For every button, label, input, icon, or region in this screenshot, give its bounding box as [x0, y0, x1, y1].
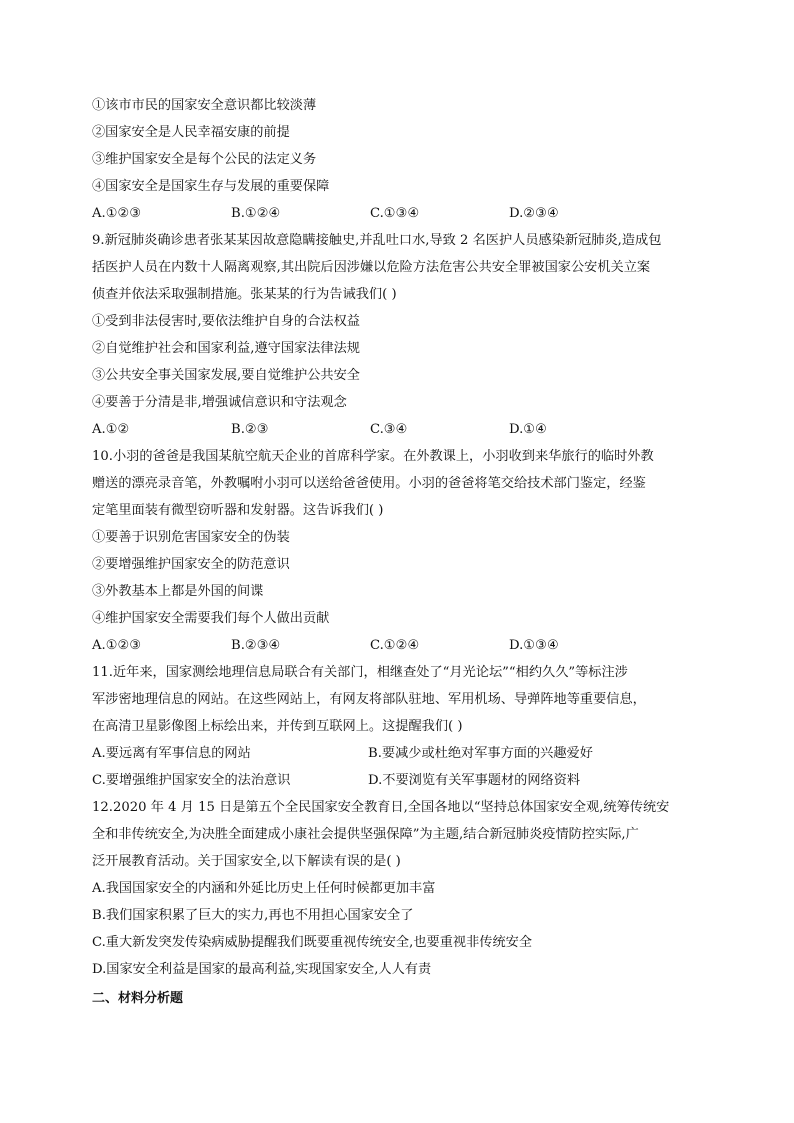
- q11-options-row-1: [92, 740, 704, 767]
- q10-option-b: B.②③④: [231, 638, 281, 653]
- q12-option-a: A.我国国家安全的内涵和外延比历史上任何时候都更加丰富: [92, 881, 436, 896]
- exam-page: [92, 92, 704, 1012]
- q8-option-c: C.①③④: [370, 206, 420, 221]
- q11-options-row-2: [92, 767, 704, 794]
- q11-option-d: D.不要浏览有关军事题材的网络资料: [368, 773, 581, 788]
- q10-options: [92, 632, 704, 659]
- q10-stem-line-1: 10.小羽的爸爸是我国某航空航天企业的首席科学家。在外教课上，小羽收到来华旅行的临时外教: [92, 449, 654, 464]
- q10-item-2: ②要增强维护国家安全的防范意识: [92, 557, 290, 572]
- q10-option-d: D.①③④: [509, 638, 559, 653]
- q9-stem-line-3: 侦查并依法采取强制措施。张某某的行为告诫我们( ): [92, 287, 397, 302]
- q10-option-c: C.①②④: [370, 638, 420, 653]
- q11-stem-line-2: 军涉密地理信息的网站。在这些网站上，有网友将部队驻地、军用机场、导弹阵地等重要信息，: [92, 692, 646, 707]
- section-heading: 二、材料分析题: [92, 991, 184, 1006]
- q9-option-a: A.①②: [92, 422, 130, 437]
- q10-option-a: A.①②③: [92, 638, 142, 653]
- q8-item-3: ③维护国家安全是每个公民的法定义务: [92, 152, 317, 167]
- q8-option-a: A.①②③: [92, 206, 142, 221]
- q12-stem-line-2: 全和非传统安全,为决胜全面建成小康社会提供坚强保障”为主题,结合新冠肺炎疫情防控实际,广: [92, 827, 639, 842]
- q8-item-1: ①该市市民的国家安全意识都比较淡薄: [92, 98, 317, 113]
- q12-option-d: D.国家安全利益是国家的最高利益,实现国家安全,人人有责: [92, 962, 432, 977]
- q8-options: [92, 200, 704, 227]
- q9-stem-line-1: 9.新冠肺炎确诊患者张某某因故意隐瞒接触史,并乱吐口水,导致 2 名医护人员感染新冠肺炎,造成包: [92, 233, 662, 248]
- q12-stem-line-1: 12.2020 年 4 月 15 日是第五个全民国家安全教育日,全国各地以“坚持总体国家安全观,统筹传统安: [92, 800, 670, 815]
- q10-item-4: ④维护国家安全需要我们每个人做出贡献: [92, 611, 330, 626]
- q12-option-b: B.我们国家积累了巨大的实力,再也不用担心国家安全了: [92, 908, 414, 923]
- q10-item-3: ③外教基本上都是外国的间谍: [92, 584, 264, 599]
- q9-option-d: D.①④: [509, 422, 547, 437]
- q11-option-c: C.要增强维护国家安全的法治意识: [92, 773, 291, 788]
- q9-option-c: C.③④: [370, 422, 408, 437]
- q9-item-4: ④要善于分清是非,增强诚信意识和守法观念: [92, 395, 347, 410]
- q11-option-a: A.要远离有军事信息的网站: [92, 746, 251, 761]
- q10-item-1: ①要善于识别危害国家安全的伪装: [92, 530, 290, 545]
- q11-stem-line-1: 11.近年来，国家测绘地理信息局联合有关部门，相继查处了“月光论坛”“相约久久”等标注涉: [92, 665, 628, 680]
- q9-stem-line-2: 括医护人员在内数十人隔离观察,其出院后因涉嫌以危险方法危害公共安全罪被国家公安机关立案: [92, 260, 651, 275]
- q9-item-2: ②自觉维护社会和国家利益,遵守国家法律法规: [92, 341, 360, 356]
- q10-stem-line-2: 赠送的漂亮录音笔，外教嘱咐小羽可以送给爸爸使用。小羽的爸爸将笔交给技术部门鉴定，经鉴: [92, 476, 646, 491]
- q9-item-3: ③公共安全事关国家发展,要自觉维护公共安全: [92, 368, 360, 383]
- q8-option-b: B.①②④: [231, 206, 281, 221]
- q11-stem-line-3: 在高清卫星影像图上标绘出来，并传到互联网上。这提醒我们( ): [92, 719, 463, 734]
- q8-option-d: D.②③④: [509, 206, 559, 221]
- q8-item-4: ④国家安全是国家生存与发展的重要保障: [92, 179, 330, 194]
- q12-option-c: C.重大新发突发传染病威胁提醒我们既要重视传统安全,也要重视非传统安全: [92, 935, 533, 950]
- q9-option-b: B.②③: [231, 422, 269, 437]
- q9-options: [92, 416, 704, 443]
- q12-stem-line-3: 泛开展教育活动。关于国家安全,以下解读有误的是( ): [92, 854, 401, 869]
- q11-option-b: B.要减少或杜绝对军事方面的兴趣爱好: [368, 746, 593, 761]
- q10-stem-line-3: 定笔里面装有微型窃听器和发射器。这告诉我们( ): [92, 503, 384, 518]
- q8-item-2: ②国家安全是人民幸福安康的前提: [92, 125, 290, 140]
- q9-item-1: ①受到非法侵害时,要依法维护自身的合法权益: [92, 314, 360, 329]
